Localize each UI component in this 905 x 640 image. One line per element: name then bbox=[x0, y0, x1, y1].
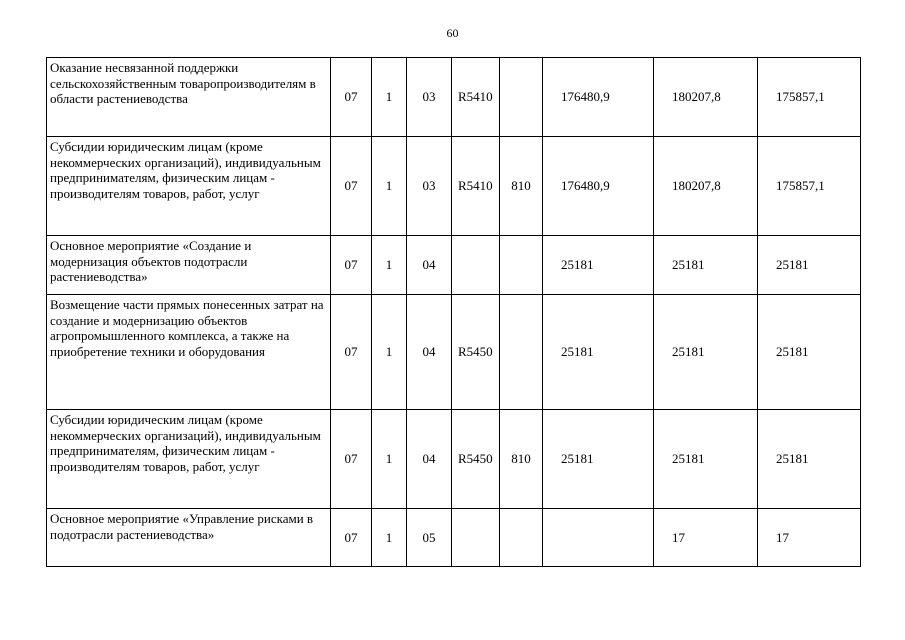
amount-year-2-cell: 17 bbox=[654, 509, 758, 567]
expense-type-cell bbox=[500, 509, 543, 567]
event-code-cell: 03 bbox=[407, 58, 452, 137]
amount-year-3-cell: 175857,1 bbox=[758, 137, 861, 236]
amount-year-1-cell: 25181 bbox=[543, 295, 654, 410]
event-code-cell: 04 bbox=[407, 410, 452, 509]
subprogram-code-cell: 1 bbox=[372, 295, 407, 410]
subprogram-code-cell: 1 bbox=[372, 58, 407, 137]
event-code-cell: 03 bbox=[407, 137, 452, 236]
subprogram-code-cell: 1 bbox=[372, 509, 407, 567]
budget-table bbox=[46, 57, 861, 567]
event-code-cell: 04 bbox=[407, 295, 452, 410]
target-article-cell bbox=[452, 236, 500, 295]
program-code-cell: 07 bbox=[331, 58, 372, 137]
amount-year-2-cell: 25181 bbox=[654, 410, 758, 509]
row-name-cell: Возмещение части прямых понесенных затрат на создание и модернизацию объектов агропромышленного комплекса, а также на приобретение техники и оборудования bbox=[47, 295, 331, 410]
target-article-cell: R5450 bbox=[452, 295, 500, 410]
target-article-cell: R5410 bbox=[452, 58, 500, 137]
table-row bbox=[47, 58, 861, 137]
table-row bbox=[47, 236, 861, 295]
table-row bbox=[47, 410, 861, 509]
program-code-cell: 07 bbox=[331, 509, 372, 567]
program-code-cell: 07 bbox=[331, 236, 372, 295]
amount-year-3-cell: 17 bbox=[758, 509, 861, 567]
target-article-cell bbox=[452, 509, 500, 567]
row-name-cell: Оказание несвязанной поддержки сельскохозяйственным товаропроизводителям в области растениеводства bbox=[47, 58, 331, 137]
table-row bbox=[47, 295, 861, 410]
expense-type-cell bbox=[500, 236, 543, 295]
expense-type-cell bbox=[500, 295, 543, 410]
event-code-cell: 04 bbox=[407, 236, 452, 295]
subprogram-code-cell: 1 bbox=[372, 137, 407, 236]
program-code-cell: 07 bbox=[331, 410, 372, 509]
amount-year-3-cell: 25181 bbox=[758, 295, 861, 410]
amount-year-1-cell: 25181 bbox=[543, 410, 654, 509]
table-row bbox=[47, 509, 861, 567]
expense-type-cell bbox=[500, 58, 543, 137]
amount-year-2-cell: 25181 bbox=[654, 236, 758, 295]
target-article-cell: R5410 bbox=[452, 137, 500, 236]
row-name-cell: Субсидии юридическим лицам (кроме некоммерческих организаций), индивидуальным предпринимателям, физическим лицам - производителям товаров, работ, услуг bbox=[47, 137, 331, 236]
amount-year-3-cell: 25181 bbox=[758, 236, 861, 295]
amount-year-1-cell bbox=[543, 509, 654, 567]
target-article-cell: R5450 bbox=[452, 410, 500, 509]
amount-year-2-cell: 180207,8 bbox=[654, 58, 758, 137]
program-code-cell: 07 bbox=[331, 295, 372, 410]
event-code-cell: 05 bbox=[407, 509, 452, 567]
row-name-cell: Субсидии юридическим лицам (кроме некоммерческих организаций), индивидуальным предпринимателям, физическим лицам - производителям товаров, работ, услуг bbox=[47, 410, 331, 509]
amount-year-1-cell: 176480,9 bbox=[543, 137, 654, 236]
row-name-cell: Основное мероприятие «Создание и модернизация объектов подотрасли растениеводства» bbox=[47, 236, 331, 295]
expense-type-cell: 810 bbox=[500, 410, 543, 509]
amount-year-1-cell: 25181 bbox=[543, 236, 654, 295]
program-code-cell: 07 bbox=[331, 137, 372, 236]
subprogram-code-cell: 1 bbox=[372, 410, 407, 509]
row-name-cell: Основное мероприятие «Управление рисками в подотрасли растениеводства» bbox=[47, 509, 331, 567]
expense-type-cell: 810 bbox=[500, 137, 543, 236]
table-row bbox=[47, 137, 861, 236]
page-number: 60 bbox=[446, 26, 459, 40]
amount-year-2-cell: 25181 bbox=[654, 295, 758, 410]
amount-year-3-cell: 25181 bbox=[758, 410, 861, 509]
amount-year-1-cell: 176480,9 bbox=[543, 58, 654, 137]
amount-year-3-cell: 175857,1 bbox=[758, 58, 861, 137]
amount-year-2-cell: 180207,8 bbox=[654, 137, 758, 236]
subprogram-code-cell: 1 bbox=[372, 236, 407, 295]
